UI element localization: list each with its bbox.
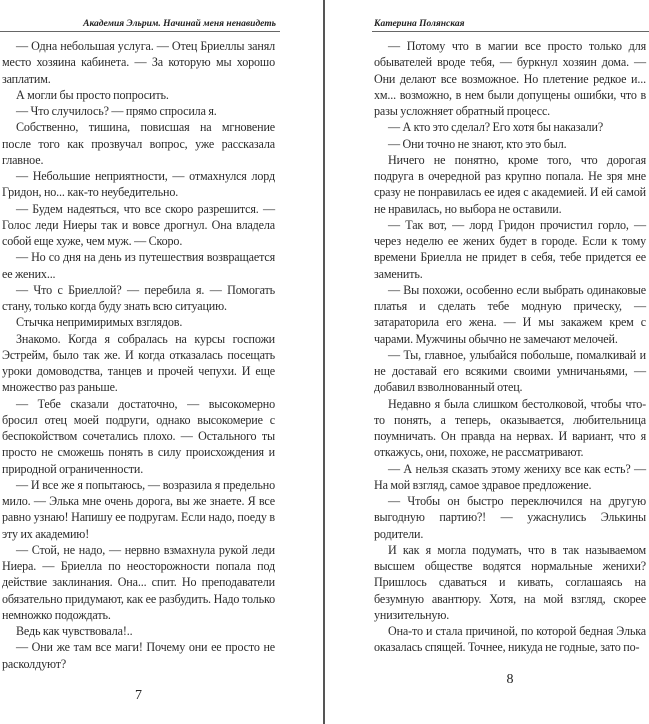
paragraph: — Чтобы он быстро переключился на другую выгодную партию?! — ужаснулись Элькины родители. — [374, 494, 646, 541]
paragraph: — Небольшие неприятности, — отмахнулся лорд Гридон, но... как-то неубедительно. — [2, 169, 275, 200]
paragraph: — Потому что в магии все просто только для обывателей вроде тебя, — буркнул хозяин дома. — Они делают все возможное. Но плетение редкое и... хм... возможно, в нем были допущены ошибки, что в разы усложняет обратный процесс. — [374, 39, 646, 118]
paragraph: Знакомо. Когда я собралась на курсы госпожи Эстрейм, было так же. И когда отказалась посещать уроки домоводства, танцев и прочей чепухи. И еще множество раз раньше. — [2, 331, 275, 395]
paragraph: — Тебе сказали достаточно, — высокомерно бросил отец моей подруги, однако высокомерие с беспокойством сочетались плохо. — Остального ты просто не сможешь понять в силу происхождения и природной ограниченности. — [2, 396, 275, 476]
paragraph: — Одна небольшая услуга. — Отец Бриеллы занял место хозяина кабинета. — За которую мы хорошо заплатим. — [2, 39, 275, 86]
paragraph: — А нельзя сказать этому жениху все как есть? — На мой взгляд, самое здравое предложение. — [374, 461, 646, 492]
page-number: 7 — [135, 687, 142, 703]
paragraph: — И все же я попытаюсь, — возразила я предельно мило. — Элька мне очень дорога, вы же знаете. Я все равно узнаю! Напишу ее подругам. Если надо, поеду в эту их академию! — [2, 477, 275, 541]
paragraph: — Они же там все маги! Почему они ее просто не расколдуют? — [2, 640, 275, 671]
paragraph: — Что с Бриеллой? — перебила я. — Помогать стану, только когда буду знать всю ситуацию. — [2, 282, 275, 313]
paragraph: — Что случилось? — прямо спросила я. — [16, 104, 217, 118]
paragraph: — А кто это сделал? Его хотя бы наказали? — [388, 120, 604, 135]
right-page — [323, 0, 649, 724]
paragraph: Стычка непримиримых взглядов. — [16, 315, 183, 330]
paragraph: Ведь как чувствовала!.. — [16, 624, 133, 638]
paragraph: — Ты, главное, улыбайся побольше, помалкивай и не доставай его всякими своими умничаньями, — добавил взволнованный отец. — [374, 347, 646, 395]
left-page — [0, 0, 323, 724]
paragraph: А могли бы просто попросить. — [16, 87, 169, 102]
running-head: Академия Эльрим. Начинай меня ненавидеть — [83, 19, 276, 29]
running-head: Катерина Полянская — [374, 19, 465, 29]
page-number: 8 — [506, 671, 514, 687]
body-text — [374, 38, 646, 656]
header-rule — [0, 31, 280, 32]
paragraph: Она-то и стала причиной, по которой бедная Элька оказалась спящей. Точнее, никуда не годные, зато по- — [374, 624, 646, 655]
paragraph: Собственно, тишина, повисшая на мгновение после того как прозвучал вопрос, уже рассказала главное. — [2, 120, 275, 167]
paragraph: Недавно я была слишком бестолковой, чтобы что-то понять, а теперь, оказывается, любительница поумничать. Он правда на нервах. И вариант, что я откажусь, они, похоже, не рассматривают. — [374, 396, 646, 460]
paragraph: — Вы похожи, особенно если выбрать одинаковые платья и сделать тебе модную прическу, — затараторила его жена. — И мы закажем крем с чарами. Мужчины обычно не замечают мелочей. — [374, 282, 646, 346]
paragraph: И как я могла подумать, что в так называемом высшем обществе водятся нормальные женихи? Пришлось сдаваться и кивать, соглашаясь на безумную авантюру. Хотя, на мой взгляд, скорее унизительную. — [374, 542, 646, 622]
paragraph: — Будем надеяться, что все скоро разрешится. — Голос леди Ниеры так и вовсе дрогнул. Она владела собой еще хуже, чем муж. — Скоро. — [2, 201, 275, 248]
paragraph: — Стой, не надо, — нервно взмахнула рукой леди Ниера. — Бриелла по неосторожности попала под действие заклинания. Она... спит. Но преподаватели обязательно придумают, как ее разбудить. Надо только немножко подождать. — [2, 542, 275, 622]
header-rule — [372, 31, 649, 32]
body-text — [2, 38, 275, 672]
paragraph: — Так вот, — лорд Гридон прочистил горло, — через неделю ее жених будет в городе. Если к тому времени Бриелла не придет в себя, тебе придется ее заменить. — [374, 217, 646, 281]
paragraph: — Но со дня на день из путешествия возвращается ее жених... — [2, 250, 275, 281]
paragraph: — Они точно не знают, кто это был. — [388, 136, 567, 151]
paragraph: Ничего не понятно, кроме того, что дорогая подруга в очередной раз крупно попала. Не зря мне сразу не понравилась ее идея с академией. И ей самой не нравилась, но выбора не оставили. — [374, 152, 646, 216]
